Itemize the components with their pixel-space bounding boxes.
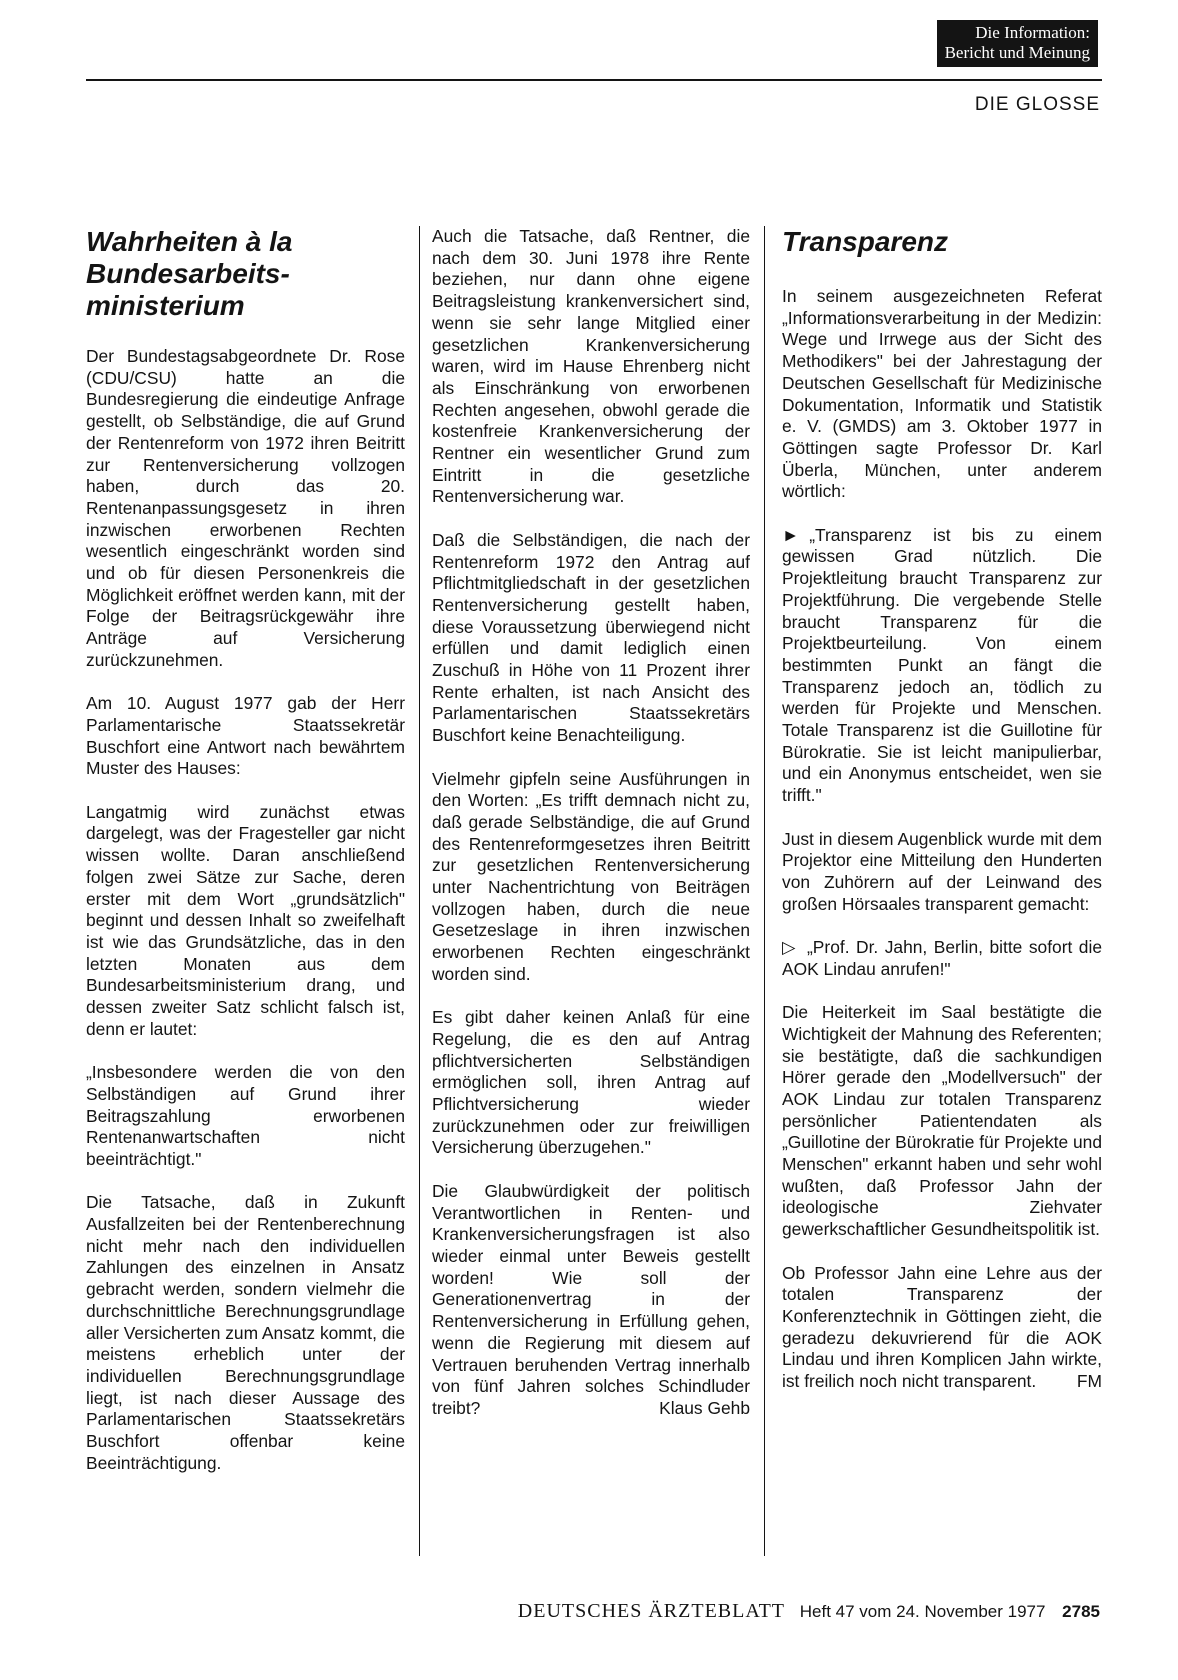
article1-title-line2: Bundesarbeits- [86,258,290,289]
column-3 [782,226,1102,1414]
filled-triangle-bullet-icon: ► [782,524,800,545]
article2-quote [782,525,1102,807]
article1-paragraph: Auch die Tatsache, daß Rentner, die nach dem 30. Juni 1978 ihre Rente beziehen, nur dann ohne eigene Beitragsleistung krankenversichert sind, wenn sie sehr lange Mitglied einer gesetzlichen Krankenversicherung waren, wird im Hause Ehrenberg nicht als Einschränkung von erworbenen Rechten angesehen, obwohl gerade die kostenfreie Krankenversicherung der Rentner ein wesentlicher Grund zum Eintritt in die gesetzliche Rentenversicherung war. [432,226,750,507]
article1-closing [432,1181,750,1420]
kicker: DIE GLOSSE [974,94,1100,115]
article2-paragraph: Ob Professor Jahn eine Lehre aus der totalen Transparenz der Konferenztechnik in Göttingen zieht, die geradezu dekuvrierend für die AOK Lindau und ihren Komplicen Jahn wirkte, ist freilich noch nicht transparent. [782,1262,1102,1392]
journal-name: DEUTSCHES ÄRZTEBLATT [517,1600,786,1622]
outline-triangle-bullet-icon: ▷ [782,937,798,958]
article2-author: FM [1076,1371,1102,1392]
column-1 [86,226,405,1496]
article1-quote: „Insbesondere werden die von den Selbständigen auf Grund ihrer Beitragszahlung erworbenen Rentenanwartschaften nicht beeinträchtigt." [86,1062,405,1169]
article2-paragraph: Just in diesem Augenblick wurde mit dem Projektor eine Mitteilung den Hunderten von Zuhörern auf der Leinwand des großen Hörsaales transparent gemacht: [782,828,1102,914]
article2-paragraph: In seinem ausgezeichneten Referat „Informationsverarbeitung in der Medizin: Wege und Irrwege aus der Sicht des Methodikers" bei der Jahrestagung der Deutschen Gesellschaft für Medizinische Dokumentation, Informatik und Statistik e. V. (GMDS) am 3. Oktober 1977 in Göttingen sagte Professor Dr. Karl Überla, München, unter anderem wörtlich: [782,286,1102,502]
column-2 [432,226,750,1441]
issue-info: Heft 47 vom 24. November 1977 [799,1602,1046,1621]
article1-paragraph: Es gibt daher keinen Anlaß für eine Regelung, die es den auf Antrag pflichtversicherten Selbständigen ermöglichen soll, ihren Antrag auf Pflichtversicherung wieder zurückzunehmen oder zur freiwilligen Versicherung überzugehen." [432,1007,750,1158]
column-divider-left [419,226,420,1556]
article1-paragraph: Die Tatsache, daß in Zukunft Ausfallzeiten bei der Rentenberechnung nicht mehr nach den individuellen Zahlungen des einzelnen in Ansatz gebracht werden, sondern vielmehr die durchschnittliche Berechnungsgrundlage aller Versicherten zum Ansatz kommt, die meistens erheblich unter der individuellen Berechnungsgrundlage liegt, ist nach dieser Aussage des Parlamentarischen Staatssekretärs Buschfort offenbar keine Beeinträchtigung. [86,1192,405,1473]
section-label-line2: Bericht und Meinung [944,43,1090,62]
article2-quote [782,937,1102,980]
article1-title [86,226,405,322]
column-divider-right [764,226,765,1556]
article1-paragraph: Am 10. August 1977 gab der Herr Parlamentarische Staatssekretär Buschfort eine Antwort nach bewährtem Muster des Hauses: [86,693,405,779]
article1-paragraph: Langatmig wird zunächst etwas dargelegt, was der Fragesteller gar nicht wissen wollte. Daran anschließend folgen zwei Sätze zur Sache, deren erster mit dem Wort „grundsätzlich" beginnt und dessen Inhalt so zweifelhaft ist wie das Grundsätzliche, das in den letzten Monaten aus dem Bundesarbeitsministerium drang, und dessen zweiter Satz schlicht falsch ist, denn er lautet: [86,801,405,1039]
article1-paragraph: Vielmehr gipfeln seine Ausführungen in den Worten: „Es trifft demnach nicht zu, daß gerade Selbständige, die auf Grund des Rentenreformgesetzes ihren Beitritt zur gesetzlichen Rentenversicherung unter Nachentrichtung von Beiträgen vollzogen haben, durch die neue Gesetzeslage in ihren inzwischen erworbenen Rechten eingeschränkt worden sind. [432,768,750,984]
article1-title-line3: ministerium [86,290,245,321]
page-number: 2785 [1062,1602,1100,1621]
page-footer [518,1600,1100,1623]
section-label-line1: Die Information: [975,23,1090,42]
article1-paragraph: Daß die Selbständigen, die nach der Rentenreform 1972 den Antrag auf Pflichtmitgliedschaft in der gesetzlichen Rentenversicherung gestellt haben, diese Voraussetzung überwiegend nicht erfüllen und damit lediglich einen Zuschuß in Höhe von 11 Prozent ihrer Rente erhalten, ist nach Ansicht des Parlamentarischen Staatssekretärs Buschfort keine Benachteiligung. [432,529,750,746]
article2-closing [782,1263,1102,1393]
article1-title-line1: Wahrheiten à la [86,226,293,257]
header-rule [86,79,1102,81]
article2-title: Transparenz [782,226,948,257]
article1-paragraph: Der Bundestagsabgeordnete Dr. Rose (CDU/CSU) hatte an die Bundesregierung die eindeutige Anfrage gestellt, ob Selbständige, die auf Grund der Rentenreform von 1972 ihren Beitritt zur Rentenversicherung vollzogen haben, durch das 20. Rentenanpassungsgesetz in ihren inzwischen erworbenen Rechten wesentlich eingeschränkt worden sind und ob für diesen Personenkreis die Möglichkeit eröffnet werden kann, mit der Folge der Beitragsrückgewähr ihre Anträge auf Versicherung zurückzunehmen. [86,346,405,670]
article2-paragraph: Die Heiterkeit im Saal bestätigte die Wichtigkeit der Mahnung des Referenten; sie bestätigte, daß die sachkundigen Hörer gerade den „Modellversuch" der AOK Lindau zur totalen Transparenz persönlicher Patientendaten als „Guillotine der Bürokratie für Projekte und Menschen" erkannt haben und sehr wohl wußten, daß Professor Jahn der ideologische Ziehvater gewerkschaftlicher Gesundheitspolitik ist. [782,1002,1102,1240]
article2-quote-text: „Prof. Dr. Jahn, Berlin, bitte sofort die AOK Lindau anrufen!" [782,937,1102,979]
article1-author: Klaus Gehb [659,1397,750,1418]
section-label [937,20,1098,67]
article1-paragraph: Die Glaubwürdigkeit der politisch Verantwortlichen in Renten- und Krankenversicherungsfragen ist also wieder einmal unter Beweis gestellt worden! Wie soll der Generationenvertrag in der Rentenversicherung in Erfüllung gehen, wenn die Regierung mit diesem auf Vertrauen beruhenden Vertrag innerhalb von fünf Jahren solches Schindluder treibt? [432,1180,750,1418]
article2-quote-text: „Transparenz ist bis zu einem gewissen Grad nützlich. Die Projektleitung braucht Transparenz zur Projektführung. Die vergebende Stelle braucht Transparenz für die Projektbeurteilung. Von einem bestimmten Punkt an fängt die Transparenz jedoch an, tödlich zu werden für Projekte und Menschen. Totale Transparenz ist die Guillotine für Bürokratie. Sie ist leicht manipulierbar, und ein Anonymus entscheidet, wen sie trifft." [782,524,1102,806]
